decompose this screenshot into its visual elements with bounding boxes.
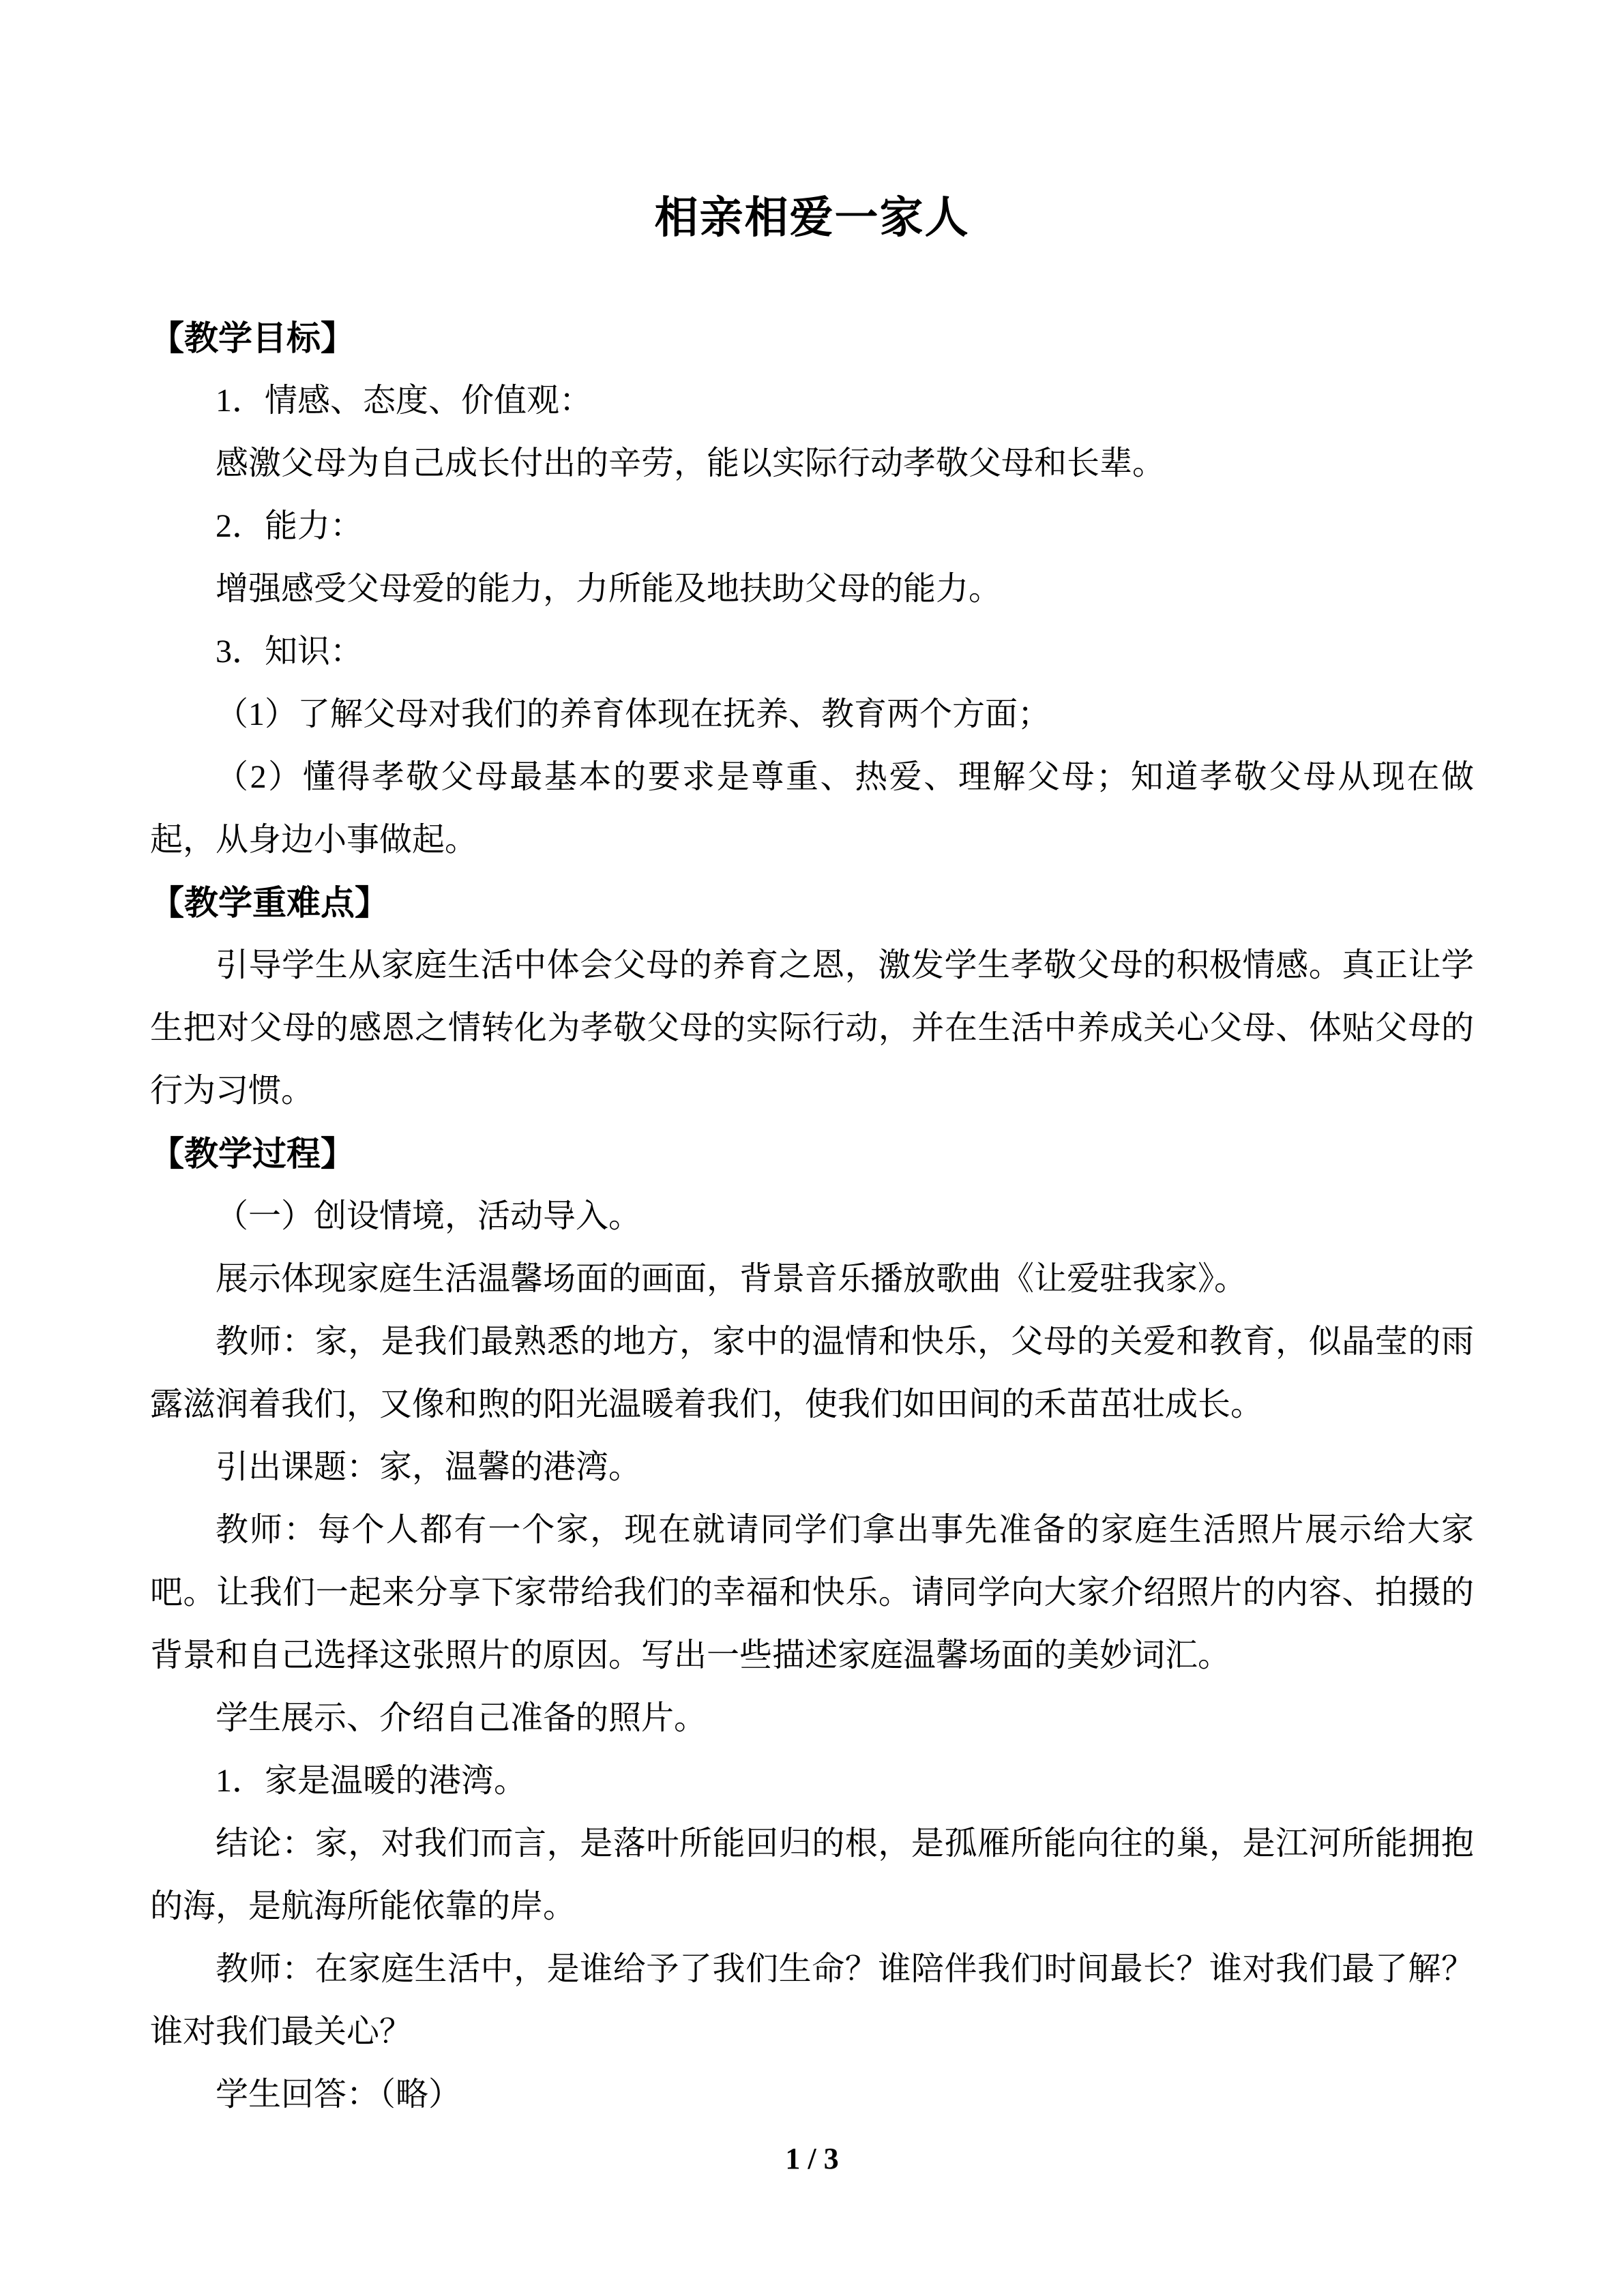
section-heading-key-difficulties: 【教学重难点】 (150, 884, 389, 922)
paragraph-student-answer: 学生回答：（略） (216, 2076, 462, 2113)
paragraph-process-display: 展示体现家庭生活温馨场面的画面，背景音乐播放歌曲《让爱驻我家》。 (216, 1261, 1247, 1297)
paragraph-conclusion: 结论：家，对我们而言，是落叶所能回归的根，是孤雁所能向往的巢，是江河所能拥抱的海，是航海所能依靠的岸。 (150, 1825, 1474, 1924)
page-number: 1 / 3 (785, 2142, 839, 2175)
paragraph-student-show: 学生展示、介绍自己准备的照片。 (216, 1700, 707, 1736)
paragraph-knowledge-point-1: （1）了解父母对我们的养育体现在抚养、教育两个方面； (216, 696, 1051, 732)
page-title: 相亲相爱一家人 (654, 194, 970, 242)
paragraph-objective-item-3: 3．知识： (216, 633, 364, 670)
document-content (150, 184, 1474, 2126)
paragraph-key-difficulties: 引导学生从家庭生活中体会父母的养育之恩，激发学生孝敬父母的积极情感。真正让学生把对父母的感恩之情转化为孝敬父母的实际行动，并在生活中养成关心父母、体贴父母的行为习惯。 (150, 947, 1474, 1109)
paragraph-teacher-questions: 教师：在家庭生活中，是谁给予了我们生命？谁陪伴我们时间最长？谁对我们最了解？谁对我们最关心？ (150, 1951, 1474, 2050)
paragraph-objective-emotion: 感激父母为自己成长付出的辛劳，能以实际行动孝敬父母和长辈。 (216, 445, 1166, 481)
section-heading-teaching-process: 【教学过程】 (150, 1135, 355, 1173)
section-heading-teaching-objectives: 【教学目标】 (150, 319, 355, 357)
paragraph-objective-item-2: 2．能力： (216, 508, 364, 544)
paragraph-objective-ability: 增强感受父母爱的能力，力所能及地扶助父母的能力。 (216, 571, 1002, 607)
paragraph-process-step-1: （一）创设情境，活动导入。 (216, 1198, 642, 1234)
paragraph-knowledge-point-2: （2）懂得孝敬父母最基本的要求是尊重、热爱、理解父母；知道孝敬父母从现在做起，从身边小事做起。 (150, 759, 1474, 858)
paragraph-lead-topic: 引出课题：家，温馨的港湾。 (216, 1449, 642, 1485)
paragraph-teacher-photo-activity: 教师：每个人都有一个家，现在就请同学们拿出事先准备的家庭生活照片展示给大家吧。让我们一起来分享下家带给我们的幸福和快乐。请同学向大家介绍照片的内容、拍摄的背景和自己选择这张照片的原因。写出一些描述家庭温馨场面的美妙词汇。 (150, 1512, 1474, 1673)
paragraph-teacher-intro: 教师：家，是我们最熟悉的地方，家中的温情和快乐，父母的关爱和教育，似晶莹的雨露滋润着我们，又像和煦的阳光温暖着我们，使我们如田间的禾苗茁壮成长。 (150, 1324, 1474, 1422)
paragraph-objective-item-1: 1．情感、态度、价值观： (216, 383, 593, 419)
paragraph-home-harbor: 1．家是温暖的港湾。 (216, 1763, 527, 1799)
